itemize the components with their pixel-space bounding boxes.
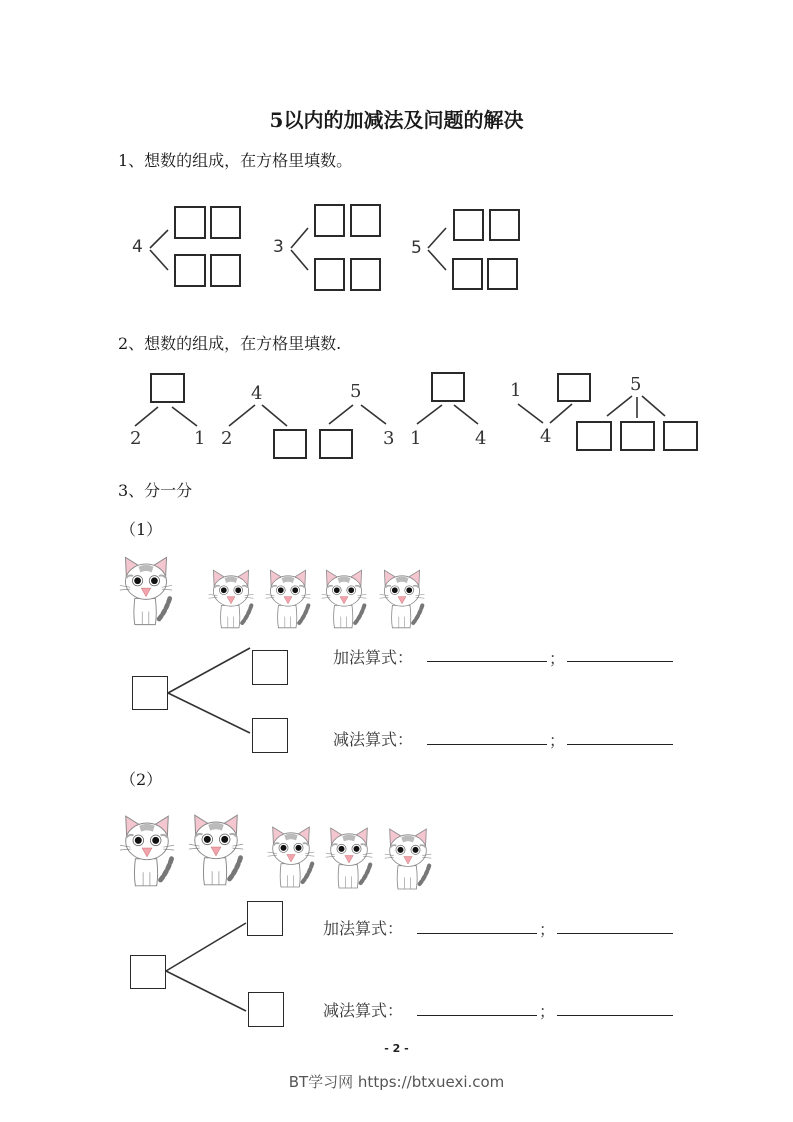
site-watermark: BT学习网 https://btxuexi.com bbox=[288, 1073, 505, 1091]
addition-blank-1[interactable] bbox=[427, 660, 547, 662]
tree-top-number: 5 bbox=[630, 374, 642, 395]
answer-box[interactable] bbox=[350, 204, 381, 237]
addition-blank-1[interactable] bbox=[417, 932, 537, 934]
answer-box-part[interactable] bbox=[252, 718, 288, 753]
answer-box[interactable] bbox=[489, 209, 520, 241]
answer-box[interactable] bbox=[174, 206, 206, 239]
subtraction-blank-1[interactable] bbox=[417, 1014, 537, 1016]
page-number: - 2 - bbox=[384, 1042, 409, 1055]
cat-icon bbox=[118, 551, 174, 631]
q1-number: 3 bbox=[273, 237, 284, 257]
separator: ； bbox=[549, 731, 566, 750]
question-1-label: 1、想数的组成，在方格里填数。 bbox=[118, 151, 353, 170]
answer-box[interactable] bbox=[487, 258, 518, 290]
answer-box-total[interactable] bbox=[130, 955, 166, 989]
answer-box[interactable] bbox=[273, 429, 307, 459]
cat-icon bbox=[266, 823, 316, 891]
answer-box[interactable] bbox=[174, 254, 206, 287]
answer-box[interactable] bbox=[663, 421, 698, 451]
answer-box[interactable] bbox=[557, 373, 591, 402]
answer-box-part[interactable] bbox=[252, 650, 288, 685]
subtraction-blank-2[interactable] bbox=[567, 743, 673, 745]
tree-top-number: 4 bbox=[251, 383, 263, 404]
tree-right-number: 4 bbox=[475, 428, 487, 449]
addition-label: 加法算式： bbox=[333, 648, 414, 667]
answer-box[interactable] bbox=[150, 373, 185, 403]
page-title: 5以内的加减法及问题的解决 bbox=[269, 108, 524, 132]
tree-top-number: 5 bbox=[350, 381, 362, 402]
cat-icon bbox=[324, 824, 374, 892]
question-2-label: 2、想数的组成，在方格里填数. bbox=[118, 334, 342, 353]
addition-blank-2[interactable] bbox=[567, 660, 673, 662]
addition-label: 加法算式： bbox=[323, 919, 404, 938]
answer-box[interactable] bbox=[210, 206, 241, 239]
answer-box[interactable] bbox=[319, 429, 353, 459]
separator: ； bbox=[539, 920, 556, 939]
tree-bottom-number: 4 bbox=[540, 426, 552, 447]
answer-box[interactable] bbox=[620, 421, 655, 451]
subtraction-blank-1[interactable] bbox=[427, 743, 547, 745]
question-3-label: 3、分一分 bbox=[118, 481, 193, 500]
answer-box-part[interactable] bbox=[247, 901, 283, 936]
part-2-label: （2） bbox=[120, 770, 163, 789]
q1-number: 5 bbox=[411, 238, 422, 258]
tree-left-number: 1 bbox=[410, 428, 422, 449]
cat-icon bbox=[320, 566, 368, 632]
cat-icon bbox=[207, 566, 255, 632]
answer-box[interactable] bbox=[350, 258, 381, 291]
addition-blank-2[interactable] bbox=[557, 932, 673, 934]
answer-box[interactable] bbox=[576, 421, 612, 451]
answer-box-part[interactable] bbox=[248, 992, 284, 1027]
subtraction-label: 减法算式： bbox=[333, 730, 414, 749]
answer-box[interactable] bbox=[431, 372, 465, 402]
cat-icon bbox=[118, 810, 176, 892]
answer-box[interactable] bbox=[314, 204, 345, 237]
separator: ； bbox=[539, 1002, 556, 1021]
subtraction-label: 减法算式： bbox=[323, 1001, 404, 1020]
tree-right-number: 1 bbox=[194, 428, 206, 449]
tree-left-number: 1 bbox=[510, 380, 522, 401]
separator: ； bbox=[549, 649, 566, 668]
answer-box[interactable] bbox=[314, 258, 345, 291]
q1-number: 4 bbox=[132, 237, 143, 257]
part-1-label: （1） bbox=[120, 520, 163, 539]
cat-icon bbox=[264, 566, 312, 632]
tree-left-number: 2 bbox=[221, 428, 233, 449]
cat-icon bbox=[187, 809, 245, 891]
cat-icon bbox=[383, 825, 433, 893]
answer-box[interactable] bbox=[210, 254, 241, 287]
tree-right-number: 3 bbox=[383, 428, 395, 449]
answer-box[interactable] bbox=[452, 258, 483, 290]
subtraction-blank-2[interactable] bbox=[557, 1014, 673, 1016]
answer-box-total[interactable] bbox=[132, 676, 168, 710]
cat-icon bbox=[378, 566, 426, 632]
tree-left-number: 2 bbox=[130, 428, 142, 449]
answer-box[interactable] bbox=[453, 209, 484, 241]
